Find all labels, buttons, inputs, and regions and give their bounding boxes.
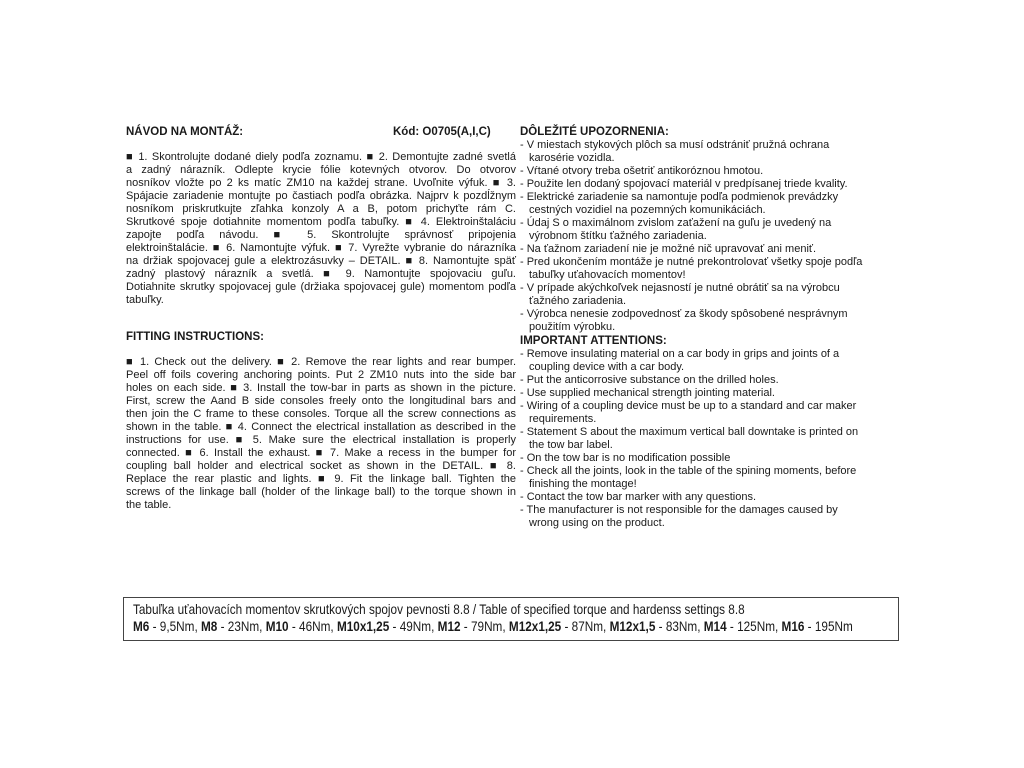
torque-size: M12	[437, 618, 461, 634]
important-notes-en-title: IMPORTANT ATTENTIONS:	[520, 335, 667, 347]
torque-entry: M12 - 79Nm,	[437, 618, 509, 634]
mounting-title: NÁVOD NA MONTÁŽ:	[126, 126, 244, 138]
paragraph-line: holes on each side. ■ 3. Install the tow-bar in parts as shown in the picture.	[126, 382, 516, 394]
paragraph-line: Dotiahnite skrutky spojovacej gule (držiaka spojovacej gule) momentom podľa	[126, 281, 516, 293]
torque-value: 49Nm	[399, 618, 432, 634]
note-item	[520, 165, 900, 178]
note-line: - Put the anticorrosive substance on the drilled holes.	[520, 374, 779, 386]
note-item	[520, 243, 900, 256]
torque-entry: M10x1,25 - 49Nm,	[336, 618, 438, 634]
note-line: - Výrobca nenesie zodpovednosť za škody spôsobené nesprávnym	[520, 308, 848, 320]
note-line: - Pred ukončením montáže je nutné prekontrolovať všetky spoje podľa	[520, 256, 863, 268]
torque-table-box	[123, 597, 899, 641]
paragraph-line: the table.	[126, 499, 172, 511]
torque-table-title: Tabuľka uťahovacích momentov skrutkových spojov pevnosti 8.8 / Table of specified torque and hardenss settings 8.8	[133, 601, 745, 617]
torque-entry: M12x1,25 - 87Nm,	[508, 618, 610, 634]
paragraph-line: Replace the rear plastic and lights. ■ 9. Fit the linkage ball. Tighten the	[126, 473, 516, 485]
important-notes-sk-title: DÔLEŽITÉ UPOZORNENIA:	[520, 126, 669, 138]
note-line: - Použite len dodaný spojovací materiál v predpísanej triede kvality.	[520, 178, 848, 190]
torque-value: 87Nm	[571, 618, 604, 634]
paragraph-line: ■ 1. Check out the delivery. ■ 2. Remove the rear lights and rear bumper.	[126, 356, 516, 368]
torque-entry: M16 - 195Nm	[781, 618, 853, 634]
mounting-instructions-sk	[126, 125, 516, 139]
note-line-continued: finishing the montage!	[529, 478, 637, 490]
paragraph-line: then join the C frame to these consoles. Torque all the screw connections as	[126, 408, 516, 420]
paragraph-line: nosníkov vložte po 2 ks matíc ZM10 na každej strane. Uvoľnite výfuk. ■ 3.	[126, 177, 516, 189]
note-line-continued: použitím výrobku.	[529, 321, 616, 333]
note-item	[520, 387, 900, 400]
note-line-continued: karosérie vozidla.	[529, 152, 615, 164]
torque-value: 23Nm	[227, 618, 260, 634]
note-line-continued: výrobnom štítku ťažného zariadenia.	[529, 230, 707, 242]
note-line-continued: ťažného zariadenia.	[529, 295, 627, 307]
note-item	[520, 465, 900, 491]
torque-size: M12x1,25	[508, 618, 562, 634]
fitting-title: FITTING INSTRUCTIONS:	[126, 331, 264, 343]
note-line: - Elektrické zariadenie sa namontuje podľa podmienok prevádzky	[520, 191, 839, 203]
note-line-continued: requirements.	[529, 413, 597, 425]
fitting-paragraph-en	[126, 356, 516, 512]
paragraph-line: coupling ball holder and electrical socket as shown in the DETAIL. ■ 8.	[126, 460, 516, 472]
note-item	[520, 374, 900, 387]
note-line-continued: cestných vozidiel na pozemných komunikáciách.	[529, 204, 766, 216]
paragraph-line: tabuľky.	[126, 294, 164, 306]
paragraph-line: Spájacie zariadenie montujte po častiach podľa obrázka. Najprv k pozdĺžnym	[126, 190, 516, 202]
note-line-continued: wrong using on the product.	[529, 517, 665, 529]
important-notes-en-list	[520, 348, 900, 530]
note-item	[520, 452, 900, 465]
torque-size: M12x1,5	[609, 618, 656, 634]
note-line: - Statement S about the maximum vertical ball downtake is printed on	[520, 426, 859, 438]
paragraph-line: na držiak spojovacej gule a elektrozásuvky – DETAIL. ■ 8. Namontujte späť	[126, 255, 516, 267]
note-item	[520, 178, 900, 191]
torque-size: M10x1,25	[336, 618, 390, 634]
torque-entry: M12x1,5 - 83Nm,	[609, 618, 704, 634]
paragraph-line: elektroinštalácie. ■ 6. Namontujte výfuk. ■ 7. Vyrežte vybranie do nárazníka	[126, 242, 516, 254]
note-line: - Use supplied mechanical strength jointing material.	[520, 387, 775, 399]
note-item	[520, 256, 900, 282]
torque-size: M8	[200, 618, 218, 634]
note-line: - V prípade akýchkoľvek nejasností je nutné obrátiť sa na výrobcu	[520, 282, 840, 294]
torque-value: 9,5Nm	[159, 618, 195, 634]
paragraph-line: screws of the linkage ball (holder of the linkage ball) to the torque shown in	[126, 486, 516, 498]
paragraph-line: Skrutkové spoje dotiahnite momentom podľa tabuľky. ■ 4. Elektroinštaláciu	[126, 216, 516, 228]
note-item	[520, 348, 900, 374]
note-line-continued: coupling device with a car body.	[529, 361, 685, 373]
note-line: - The manufacturer is not responsible for the damages caused by	[520, 504, 838, 516]
torque-size: M14	[703, 618, 727, 634]
torque-size: M16	[781, 618, 805, 634]
torque-entry: M8 - 23Nm,	[200, 618, 266, 634]
paragraph-line: connected. ■ 6. Install the exhaust. ■ 7. Make a recess in the bumper for	[126, 447, 516, 459]
torque-size: M10	[265, 618, 289, 634]
paragraph-line: First, screw the Aand B side consoles freely onto the longitudinal bars and	[126, 395, 516, 407]
torque-entry: M10 - 46Nm,	[265, 618, 337, 634]
note-item	[520, 191, 900, 217]
product-code: Kód: O0705(A,I,C)	[393, 126, 491, 138]
torque-value: 46Nm	[299, 618, 331, 634]
torque-value: 125Nm	[737, 618, 775, 634]
torque-value: 79Nm	[470, 618, 503, 634]
note-line: - Check all the joints, look in the table of the spining moments, before	[520, 465, 857, 477]
note-line: - On the tow bar is no modification possible	[520, 452, 731, 464]
torque-value: 195Nm	[814, 618, 853, 634]
paragraph-line: zapojte podľa návodu. ■ 5. Skontrolujte správnosť pripojenia	[126, 229, 516, 241]
torque-value: 83Nm	[665, 618, 698, 634]
important-notes	[520, 125, 900, 530]
note-line: - V miestach stykových plôch sa musí odstrániť pružná ochrana	[520, 139, 830, 151]
note-item	[520, 308, 900, 334]
torque-entry: M6 - 9,5Nm,	[133, 618, 201, 634]
paragraph-line: instructions for use. ■ 5. Make sure the electrical installation is properly	[126, 434, 516, 446]
note-item	[520, 217, 900, 243]
note-line-continued: the tow bar label.	[529, 439, 613, 451]
note-line: - Contact the tow bar marker with any questions.	[520, 491, 756, 503]
note-item	[520, 426, 900, 452]
note-item	[520, 282, 900, 308]
note-line: - Údaj S o maximálnom zvislom zaťažení na guľu je uvedený na	[520, 217, 832, 229]
torque-table-values	[133, 618, 853, 634]
note-line: - Na ťažnom zariadení nie je možné nič upravovať ani meniť.	[520, 243, 817, 255]
note-line: - Vŕtané otvory treba ošetriť antikoróznou hmotou.	[520, 165, 764, 177]
paragraph-line: Peel off foils covering anchoring points. Put 2 ZM10 nuts into the side bar	[126, 369, 516, 381]
torque-size: M6	[133, 618, 150, 634]
paragraph-line: a zadný nárazník. Odlepte krycie fólie kotevných otvorov. Do otvorov	[126, 164, 516, 176]
mounting-paragraph-sk	[126, 151, 516, 307]
note-item	[520, 491, 900, 504]
torque-entry: M14 - 125Nm,	[703, 618, 782, 634]
note-item	[520, 139, 900, 165]
paragraph-line: ■ 1. Skontrolujte dodané diely podľa zoznamu. ■ 2. Demontujte zadné svetlá	[126, 151, 516, 163]
note-item	[520, 504, 900, 530]
fitting-instructions-en	[126, 330, 516, 344]
paragraph-line: zadný plastový nárazník a svetlá. ■ 9. Namontujte spojovaciu guľu.	[126, 268, 516, 280]
note-line: - Remove insulating material on a car body in grips and joints of a	[520, 348, 840, 360]
note-line: - Wiring of a coupling device must be up to a standard and car maker	[520, 400, 857, 412]
important-notes-sk-list	[520, 139, 900, 334]
note-line-continued: tabuľky uťahovacích momentov!	[529, 269, 686, 281]
paragraph-line: nosníkom priskrutkujte zľahka konzoly A a B, potom prichyťte rám C.	[126, 203, 516, 215]
note-item	[520, 400, 900, 426]
paragraph-line: shown in the table. ■ 4. Connect the electrical installation as described in the	[126, 421, 516, 433]
